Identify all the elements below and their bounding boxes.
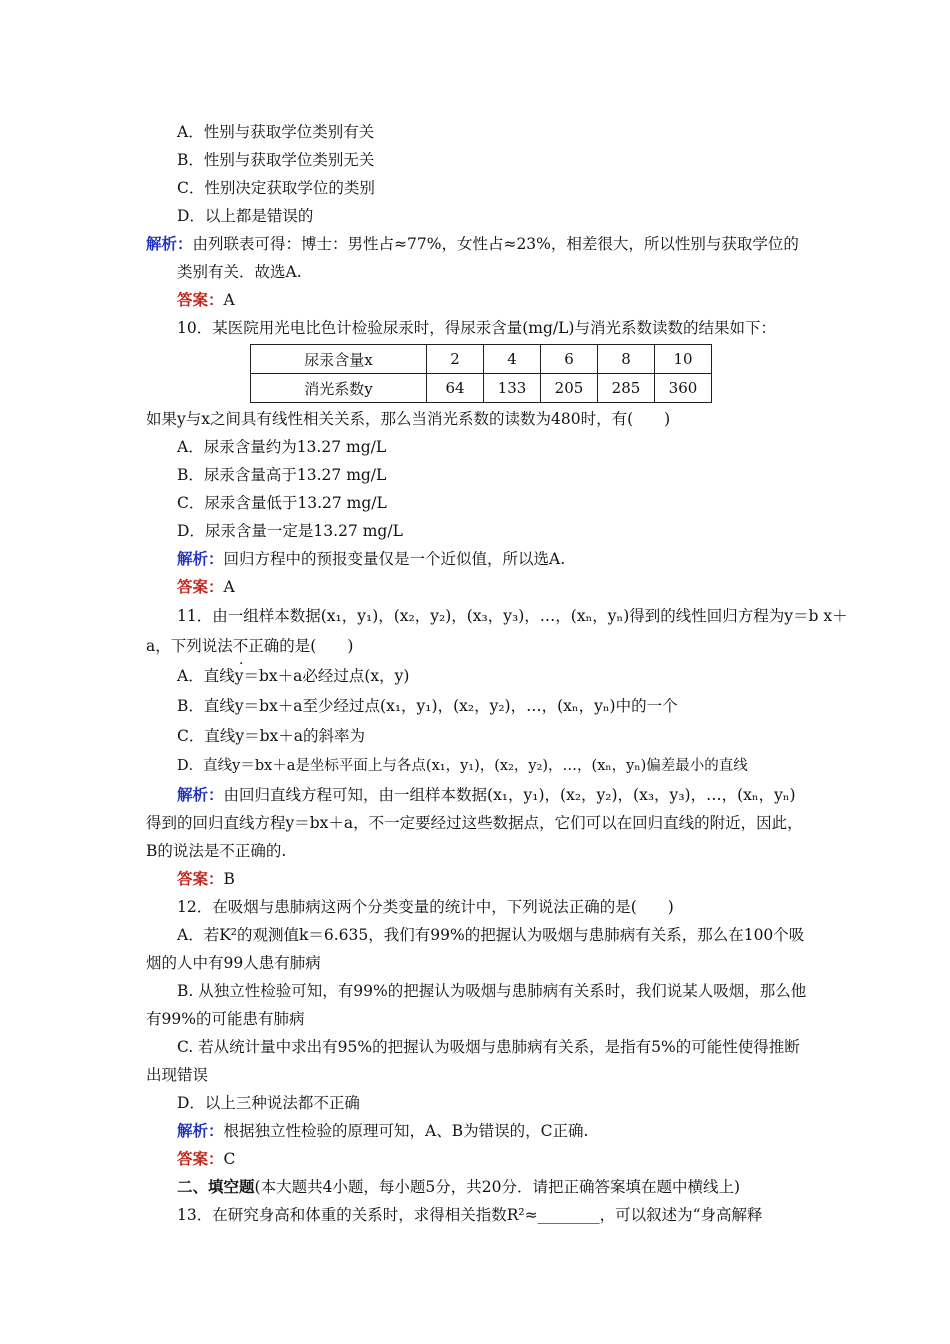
q11-option-a: A．直线y＝bx＋a必经过点(x，y): [177, 667, 410, 685]
document-page: [146, 118, 848, 1229]
q12-stem: 12．在吸烟与患肺病这两个分类变量的统计中，下列说法正确的是( ): [177, 898, 674, 916]
q11-analysis: [146, 781, 808, 865]
q11-stem-line1: 11．由一组样本数据(x₁，y₁)，(x₂，y₂)，(x₃，y₃)，…，(xₙ，yₙ)得到的线性回归方程为y＝b x＋: [177, 607, 848, 625]
table-cell: 8: [598, 345, 655, 374]
q10-option-a: A．尿汞含量约为13.27 mg/L: [177, 438, 387, 456]
q9-answer: [146, 286, 808, 314]
table-cell: 10: [655, 345, 712, 374]
table-header-cell: 消光系数y: [251, 374, 427, 403]
q11-option-d: D．直线y＝bx＋a是坐标平面上与各点(x₁，y₁)，(x₂，y₂)，…，(xₙ，yₙ)偏差最小的直线: [177, 758, 748, 774]
q11-option-b: B．直线y＝bx＋a至少经过点(x₁，y₁)，(x₂，y₂)，…，(xₙ，yₙ)中的一个: [177, 697, 678, 715]
q9-option-d: D．以上都是错误的: [177, 207, 314, 225]
table-cell: 360: [655, 374, 712, 403]
table-cell: 4: [484, 345, 541, 374]
q12-answer-value: C: [223, 1150, 236, 1168]
q10-answer-value: A: [223, 578, 235, 596]
q12-analysis: [146, 1117, 808, 1145]
q12-option-d: D．以上三种说法都不正确: [177, 1094, 360, 1112]
answer-label: 答案：: [177, 577, 224, 596]
table-cell: 205: [541, 374, 598, 403]
table-row: [251, 374, 712, 403]
q9-analysis-text: 由列联表可得：博士：男性占≈77%，女性占≈23%，相差很大，所以性别与获取学位的类别有关．故选A.: [177, 235, 799, 281]
q11-stem-line2: [146, 631, 808, 661]
answer-label: 答案：: [177, 869, 224, 888]
section-title: 二、填空题: [177, 1177, 255, 1196]
table-header-cell: 尿汞含量x: [251, 345, 427, 374]
analysis-label: 解析：: [146, 234, 193, 253]
q10-answer: [146, 573, 808, 601]
q10-question: 如果y与x之间具有线性相关关系，那么当消光系数的读数为480时，有( ): [146, 410, 671, 428]
analysis-label: 解析：: [177, 1121, 224, 1140]
q11-answer: [146, 865, 808, 893]
q9-option-b: B．性别与获取学位类别无关: [177, 151, 375, 169]
q10-analysis: [146, 545, 808, 573]
q11-answer-value: B: [223, 870, 235, 888]
table-row: [251, 345, 712, 374]
table-cell: 133: [484, 374, 541, 403]
q10-option-b: B．尿汞含量高于13.27 mg/L: [177, 466, 387, 484]
q10-option-c: C．尿汞含量低于13.27 mg/L: [177, 494, 387, 512]
q9-answer-value: A: [223, 291, 235, 309]
q10-option-d: D．尿汞含量一定是13.27 mg/L: [177, 522, 403, 540]
q11-option-c: C．直线y＝bx＋a的斜率为: [177, 727, 366, 745]
section-heading: [146, 1173, 808, 1201]
answer-label: 答案：: [177, 1149, 224, 1168]
emphasis-dot-char: 不: [232, 637, 249, 655]
q9-analysis: [115, 230, 808, 286]
q12-option-a: A．若K²的观测值k＝6.635，我们有99%的把握认为吸烟与患肺病有关系，那么在100个吸烟的人中有99人患有肺病: [146, 926, 805, 972]
answer-label: 答案：: [177, 290, 224, 309]
section-description: (本大题共4小题，每小题5分，共20分．请把正确答案填在题中横线上): [254, 1178, 741, 1196]
q9-option-a: A．性别与获取学位类别有关: [177, 123, 375, 141]
table-cell: 6: [541, 345, 598, 374]
q12-option-b: B. 从独立性检验可知，有99%的把握认为吸烟与患肺病有关系时，我们说某人吸烟，那么他有99%的可能患有肺病: [146, 982, 807, 1028]
q12-answer: [146, 1145, 808, 1173]
q12-analysis-text: 根据独立性检验的原理可知，A、B为错误的，C正确.: [223, 1122, 589, 1140]
q10-table: [250, 344, 712, 403]
q10-analysis-text: 回归方程中的预报变量仅是一个近似值，所以选A.: [223, 550, 566, 568]
q12-option-c: C. 若从统计量中求出有95%的把握认为吸烟与患肺病有关系，是指有5%的可能性使得推断出现错误: [146, 1038, 800, 1084]
table-cell: 2: [427, 345, 484, 374]
q11-stem-part2: 正确的是( ): [248, 637, 354, 655]
q13-stem: 13．在研究身高和体重的关系时，求得相关指数R²≈________，可以叙述为“身高解释: [177, 1206, 763, 1224]
q9-option-c: C．性别决定获取学位的类别: [177, 179, 375, 197]
analysis-label: 解析：: [177, 549, 224, 568]
table-cell: 64: [427, 374, 484, 403]
table-cell: 285: [598, 374, 655, 403]
q11-analysis-text: 由回归直线方程可知，由一组样本数据(x₁，y₁)，(x₂，y₂)，(x₃，y₃)，…，(xₙ，yₙ)得到的回归直线方程y＝bx＋a，不一定要经过这些数据点，它们可以在回归直线的附近，因此，B的说法是不正确的.: [146, 786, 803, 860]
q10-stem: 10．某医院用光电比色计检验尿汞时，得尿汞含量(mg/L)与消光系数读数的结果如下：: [177, 319, 776, 337]
analysis-label: 解析：: [177, 785, 224, 804]
q11-stem-part1: a，下列说法: [146, 637, 233, 655]
